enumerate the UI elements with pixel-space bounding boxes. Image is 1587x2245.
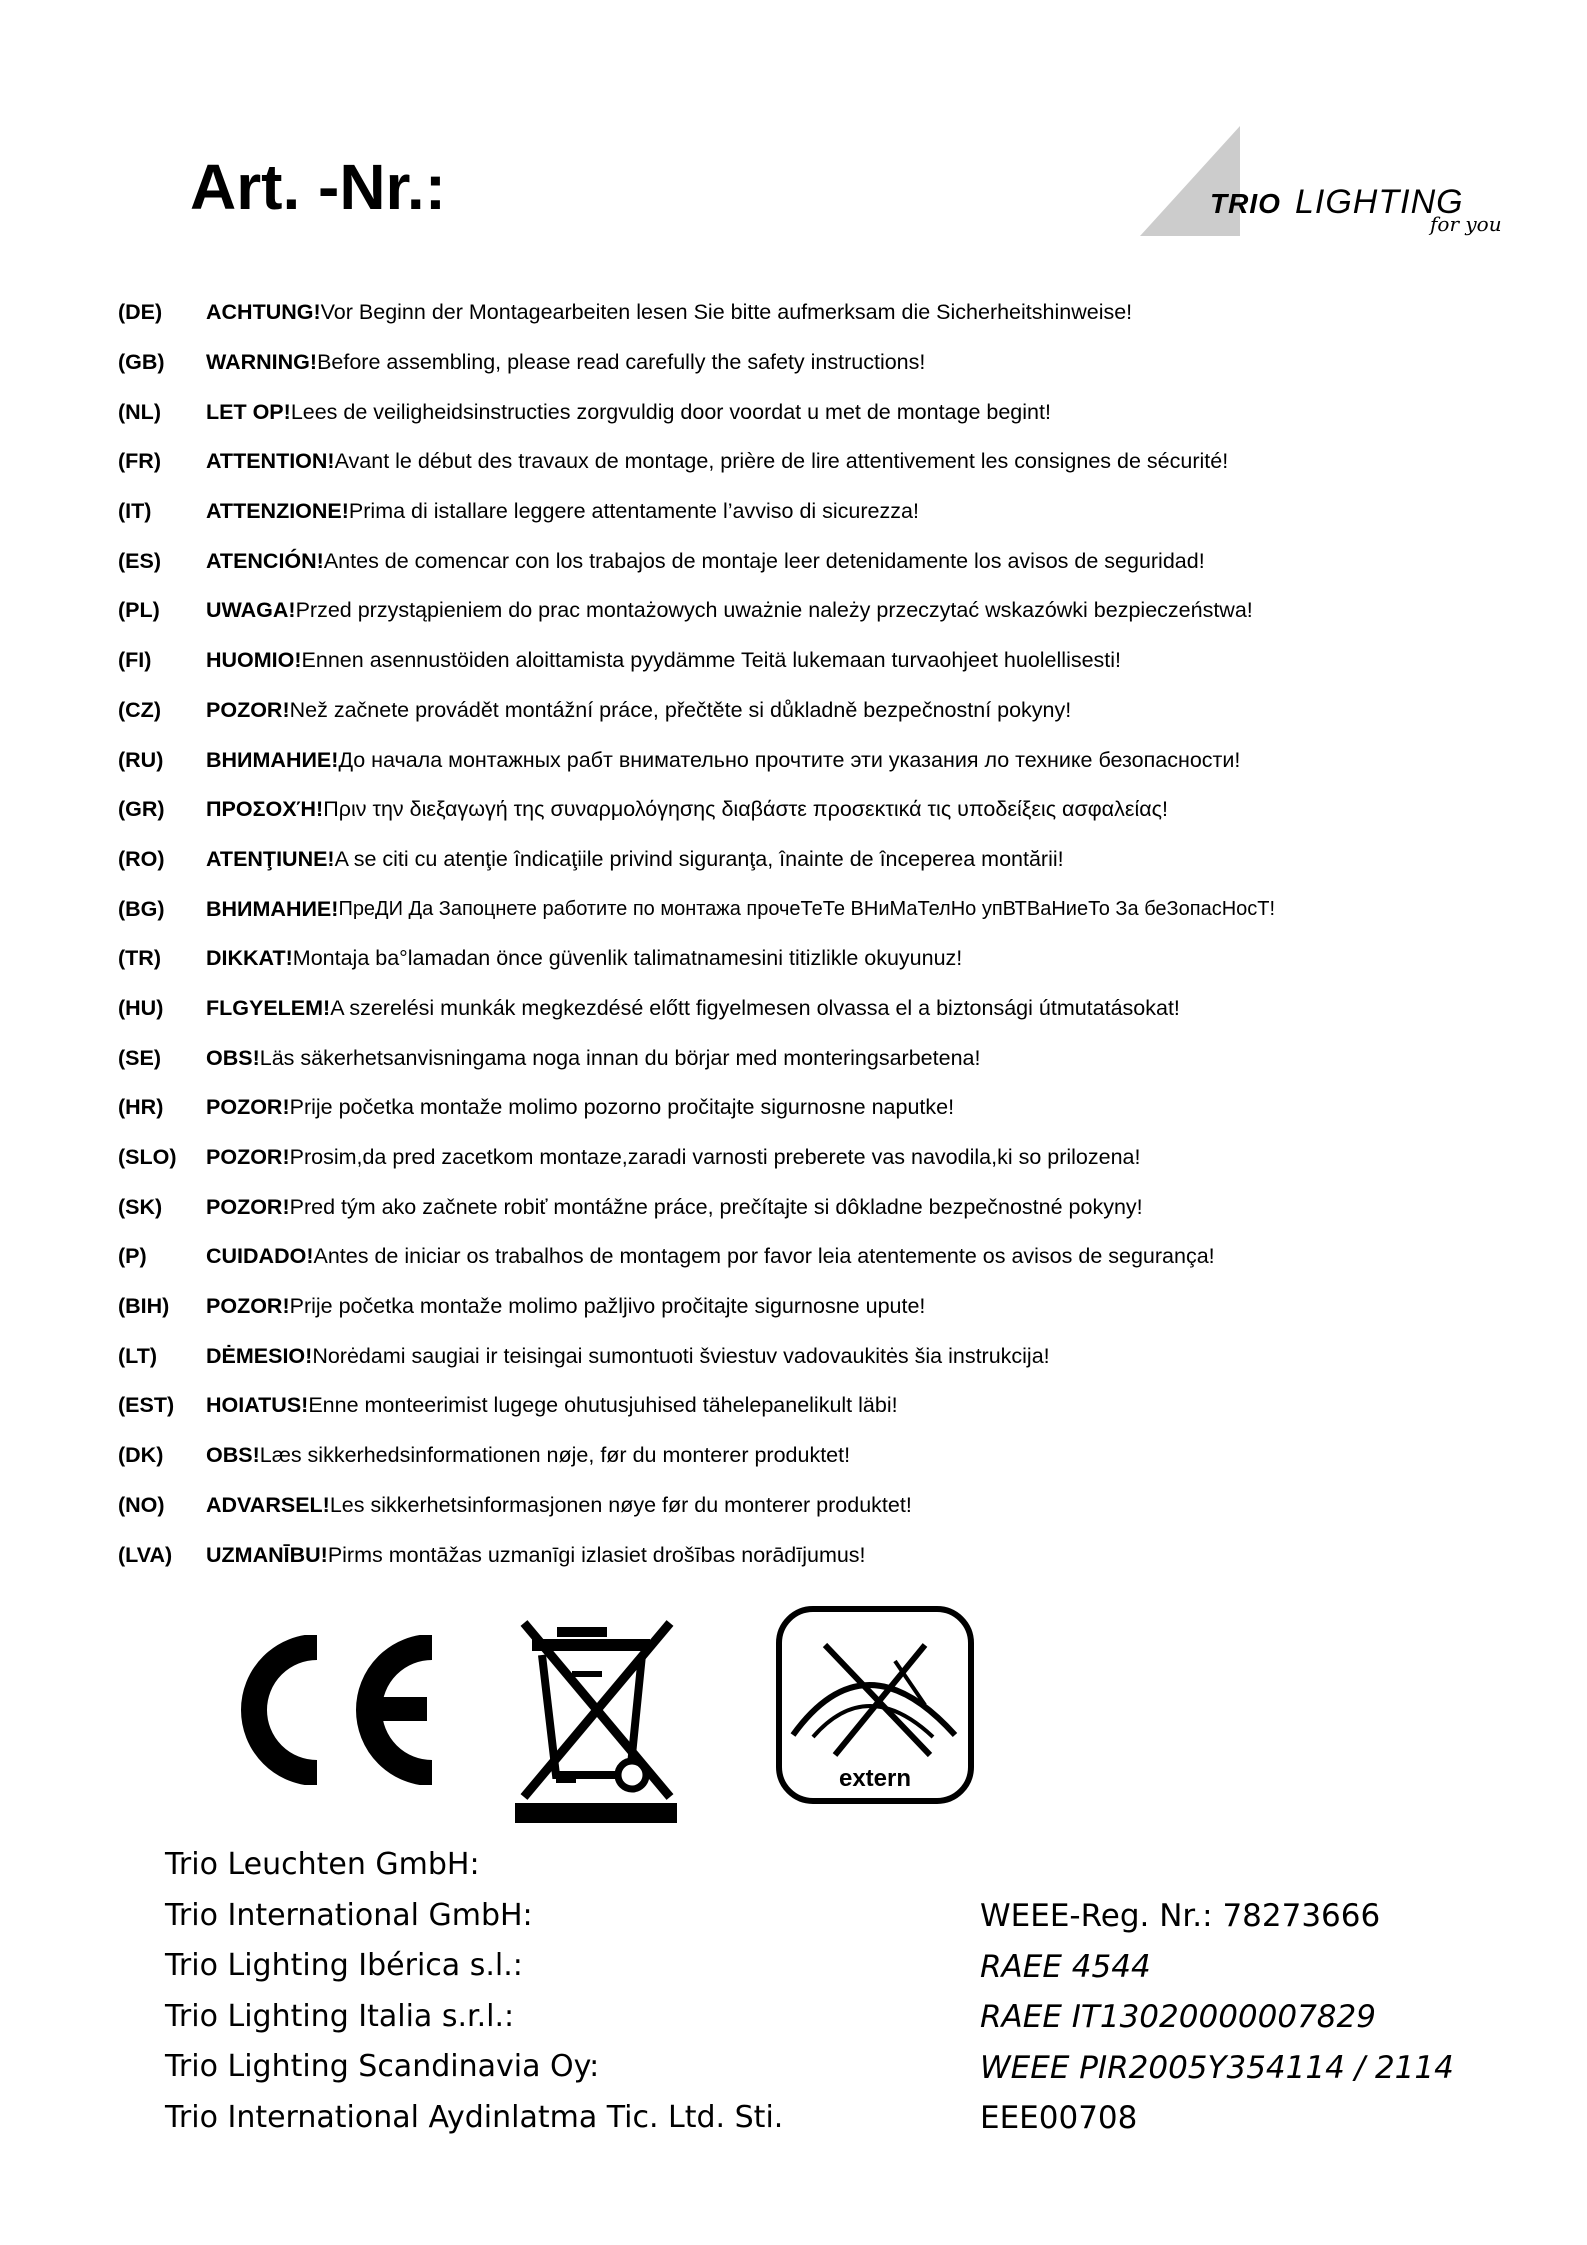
language-code: (P) — [118, 1244, 147, 1269]
warning-text: До начала монтажных рабт внимательно прочтите эти указания ло технике безопасности! — [338, 747, 1241, 772]
warning-text: Pred tým ako začnete robiť montážne práce, prečítajte si dôkladne bezpečnostné pokyny! — [289, 1194, 1143, 1219]
warning-row — [118, 437, 1498, 487]
warning-text: Norėdami saugiai ir teisingai sumontuoti šviestuv vadovaukitės šia instrukcija! — [312, 1343, 1050, 1368]
logo-tagline: for you — [1430, 212, 1502, 236]
registration-number: EEE00708 — [980, 2100, 1138, 2136]
warning-heading: CUIDADO! — [206, 1244, 314, 1269]
registration-list — [980, 1891, 1454, 2144]
warning-heading: HOIATUS! — [206, 1393, 309, 1418]
language-code: (CZ) — [118, 697, 161, 722]
language-code: (SE) — [118, 1045, 161, 1070]
language-code: (TR) — [118, 946, 161, 971]
warning-heading: UWAGA! — [206, 598, 296, 623]
warning-text: A szerelési munkák megkezdésé előtt figyelmesen olvassa el a biztonsági útmutatásokat! — [330, 995, 1180, 1020]
language-code: (SK) — [118, 1194, 163, 1219]
warning-text: Než začnete provádět montážní práce, přečtěte si důkladně bezpečnostní pokyny! — [289, 697, 1072, 722]
warning-row — [118, 288, 1498, 338]
warning-heading: POZOR! — [206, 1294, 290, 1319]
warning-heading: ADVARSEL! — [206, 1492, 330, 1517]
warning-heading: ВНИМАНИЕ! — [206, 896, 339, 921]
warning-row — [118, 1133, 1498, 1183]
language-code: (NL) — [118, 399, 161, 424]
warning-row — [118, 835, 1498, 885]
warning-text: Πριν την διεξαγωγή της συναρμολόγησης διαβάστε προσεκτικά τις υποδείξεις ασφαλείας! — [323, 797, 1168, 822]
warning-heading: POZOR! — [206, 1145, 290, 1170]
not-for-insulation-cover-icon — [775, 1605, 975, 1810]
crossed-out-wheelie-bin-icon — [512, 1605, 682, 1830]
warning-heading: ATTENZIONE! — [206, 499, 349, 524]
warning-row — [118, 934, 1498, 984]
warning-row — [118, 686, 1498, 736]
warning-row — [118, 387, 1498, 437]
company-name: Trio Leuchten GmbH: — [165, 1847, 480, 1882]
warning-heading: POZOR! — [206, 1194, 290, 1219]
warning-text: Vor Beginn der Montagearbeiten lesen Sie bitte aufmerksam die Sicherheitshinweise! — [320, 300, 1133, 325]
warning-heading: ATTENTION! — [206, 449, 335, 474]
warning-row — [118, 636, 1498, 686]
language-code: (ES) — [118, 548, 161, 573]
warning-text: ПреДИ Да Запоцнете работите по монтажа прочеТеТе ВНиМаТелНо упВТВаНиеТо За беЗопасНосТ! — [338, 897, 1276, 920]
language-code: (GB) — [118, 350, 165, 375]
warning-row — [118, 1033, 1498, 1083]
warning-heading: DIKKAT! — [206, 946, 293, 971]
warning-text: Lees de veiligheidsinstructies zorgvuldig door voordat u met de montage begint! — [290, 399, 1051, 424]
warning-row — [118, 1182, 1498, 1232]
company-name: Trio Lighting Scandinavia Oy: — [165, 2049, 600, 2084]
warning-text: Prije početka montaže molimo pažljivo pročitajte sigurnosne upute! — [289, 1294, 926, 1319]
warning-heading: DĖMESIO! — [206, 1343, 313, 1368]
warning-heading: OBS! — [206, 1045, 260, 1070]
safety-warnings-list — [118, 288, 1498, 1580]
registration-number: RAEE 4544 — [980, 1948, 1151, 1985]
warning-row — [118, 785, 1498, 835]
warning-text: Ennen asennustöiden aloittamista pyydämme Teitä lukemaan turvaohjeet huolellisesti! — [301, 648, 1122, 673]
warning-heading: HUOMIO! — [206, 648, 302, 673]
warning-heading: OBS! — [206, 1443, 260, 1468]
warning-row — [118, 1530, 1498, 1580]
company-name: Trio Lighting Italia s.r.l.: — [165, 1998, 515, 2034]
warning-row — [118, 735, 1498, 785]
warning-row — [118, 1431, 1498, 1481]
warning-text: Avant le début des travaux de montage, prière de lire attentivement les consignes de sécurité! — [334, 449, 1229, 474]
warning-heading: UZMANĪBU! — [206, 1542, 328, 1567]
company-name: Trio International GmbH: — [165, 1897, 533, 1933]
language-code: (PL) — [118, 598, 160, 623]
language-code: (HR) — [118, 1095, 164, 1120]
registration-number: WEEE PIR2005Y354114 / 2114 — [980, 2049, 1454, 2086]
warning-text: Prije početka montaže molimo pozorno pročitajte sigurnosne naputke! — [289, 1095, 955, 1120]
warning-text: Prosim,da pred zacetkom montaze,zaradi varnosti preberete vas navodila,ki so prilozena! — [289, 1145, 1141, 1170]
extern-label: extern — [838, 1765, 912, 1792]
warning-row — [118, 1481, 1498, 1531]
warning-heading: FLGYELEM! — [206, 995, 331, 1020]
language-code: (RO) — [118, 846, 165, 871]
language-code: (RU) — [118, 747, 164, 772]
language-code: (BIH) — [118, 1294, 170, 1319]
warning-heading: POZOR! — [206, 697, 290, 722]
warning-row — [118, 536, 1498, 586]
company-name: Trio International Aydinlatma Tic. Ltd. Sti. — [165, 2099, 784, 2135]
language-code: (DK) — [118, 1443, 164, 1468]
warning-heading: LET OP! — [206, 399, 291, 424]
company-name: Trio Lighting Ibérica s.l.: — [165, 1948, 523, 1983]
language-code: (LT) — [118, 1343, 157, 1368]
warning-heading: ACHTUNG! — [206, 300, 321, 325]
ce-mark-icon — [232, 1635, 442, 1790]
warning-text: Les sikkerhetsinformasjonen nøye før du monterer produktet! — [329, 1492, 912, 1517]
logo-brand: TRIO — [1210, 188, 1281, 219]
warning-row — [118, 586, 1498, 636]
language-code: (SLO) — [118, 1145, 177, 1170]
warning-row — [118, 1083, 1498, 1133]
registration-number: RAEE IT13020000007829 — [980, 1999, 1376, 2035]
warning-row — [118, 487, 1498, 537]
warning-row — [118, 1232, 1498, 1282]
warning-text: Prima di istallare leggere attentamente l’avviso di sicurezza! — [348, 499, 919, 524]
warning-row — [118, 884, 1498, 934]
warning-text: Przed przystąpieniem do prac montażowych uważnie należy przeczytać wskazówki bezpieczeństwa! — [295, 598, 1253, 623]
warning-row — [118, 1381, 1498, 1431]
warning-heading: ATENŢIUNE! — [206, 846, 335, 871]
warning-text: Montaja ba°lamadan önce güvenlik talimatnamesini titizlikle okuyunuz! — [292, 946, 963, 971]
warning-text: Before assembling, please read carefully the safety instructions! — [317, 350, 926, 375]
warning-text: Enne monteerimist lugege ohutusjuhised tähelepanelikult läbi! — [308, 1393, 898, 1418]
language-code: (NO) — [118, 1492, 165, 1517]
article-number-title: Art. -Nr.: — [190, 151, 446, 223]
language-code: (LVA) — [118, 1542, 173, 1567]
registration-number: WEEE-Reg. Nr.: 78273666 — [980, 1898, 1381, 1934]
logo-word: LIGHTING — [1295, 183, 1464, 221]
warning-heading: WARNING! — [206, 350, 318, 375]
warning-heading: ВНИМАНИЕ! — [206, 747, 339, 772]
trio-lighting-logo — [1140, 126, 1510, 246]
language-code: (EST) — [118, 1393, 175, 1418]
warning-heading: ΠΡΟΣΟΧΉ! — [206, 797, 324, 822]
language-code: (IT) — [118, 499, 152, 524]
company-list — [165, 1840, 783, 2143]
language-code: (HU) — [118, 995, 164, 1020]
warning-row — [118, 984, 1498, 1034]
language-code: (BG) — [118, 896, 165, 921]
warning-text: Læs sikkerhedsinformationen nøje, før du monterer produktet! — [259, 1443, 851, 1468]
language-code: (DE) — [118, 300, 163, 325]
warning-text: Antes de iniciar os trabalhos de montagem por favor leia atentemente os avisos de segurança! — [313, 1244, 1215, 1269]
language-code: (GR) — [118, 797, 165, 822]
warning-text: Antes de comencar con los trabajos de montaje leer detenidamente los avisos de seguridad! — [323, 548, 1205, 573]
warning-text: Pirms montāžas uzmanīgi izlasiet drošības norādījumus! — [327, 1542, 866, 1567]
warning-heading: POZOR! — [206, 1095, 290, 1120]
warning-row — [118, 1282, 1498, 1332]
warning-row — [118, 338, 1498, 388]
warning-heading: ATENCIÓN! — [206, 548, 324, 573]
warning-row — [118, 1331, 1498, 1381]
language-code: (FI) — [118, 648, 152, 673]
warning-text: Läs säkerhetsanvisningama noga innan du börjar med monteringsarbetena! — [259, 1045, 981, 1070]
warning-text: A se citi cu atenţie îndicaţiile privind siguranţa, înainte de începerea montării! — [334, 846, 1064, 871]
language-code: (FR) — [118, 449, 161, 474]
